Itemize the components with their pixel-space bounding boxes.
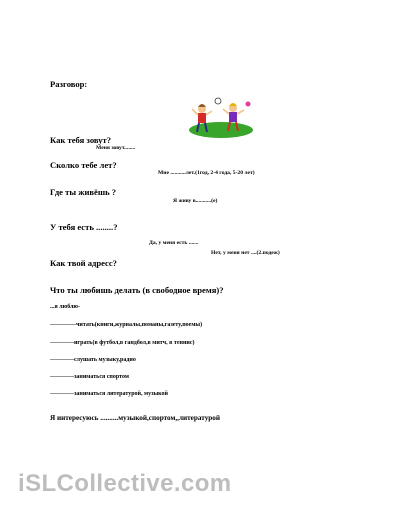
free-time-item: ------------слушать музыку,радио [50,357,136,363]
free-time-item: ------------заниматься литературой, музыкой [50,391,169,397]
free-time-lead: ...я люблю- [50,304,80,310]
worksheet-heading: Разговор: [50,79,88,89]
free-time-item: ------------играть(в футбол,в гандбол,в митч, в теннис) [50,340,195,346]
answer-have-no: Нет, у меня нет ....(2.подеж) [211,250,280,256]
question-address: Как твой адресс? [50,258,117,268]
answer-have-yes: Да, у меня есть ....... [149,240,199,246]
free-time-item: -------------читать(книги,журналы,поманы,газету,поемы) [50,322,203,328]
question-free-time: Что ты любишь делать (в свободное время)? [50,285,224,295]
question-have: У тебя есть ........? [50,222,118,232]
question-age: Сколко тебе лет? [50,160,117,170]
interests-line: Я интересуюсь ..........музыкой,спортом,,литературой [50,414,221,422]
site-watermark: iSLCollective.com [18,470,232,497]
answer-name: Меня зовут........ [96,145,136,151]
answer-residence: Я живу в...........(е) [173,198,218,204]
question-residence: Где ты живёшь ? [50,187,117,197]
children-playing-illustration [188,95,254,139]
free-time-item: ------------заниматься спортом [50,374,129,380]
question-name: Как тебя зовут? [50,135,112,145]
answer-age: Мне ...........лет.(1год, 2-4 года, 5-20 лет) [158,170,255,176]
